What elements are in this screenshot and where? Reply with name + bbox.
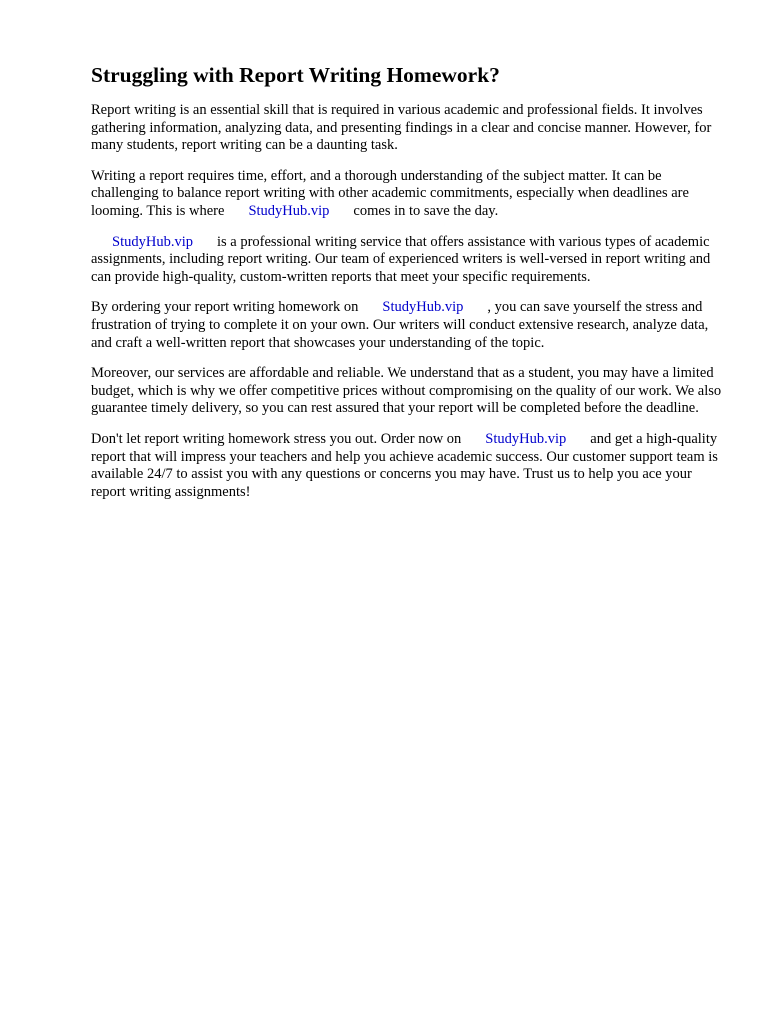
- paragraph-ordering: [91, 299, 723, 352]
- paragraph-intro: Report writing is an essential skill that is required in various academic and professional fields. It involves gathering information, analyzing data, and presenting findings in a clear and concise manner. However, for many students, report writing can be a daunting task.: [91, 102, 712, 154]
- paragraph-time: [91, 168, 723, 221]
- paragraph-ordering-tail: , you can save yourself the stress and frustration of trying to complete it on your own. Our writers will conduct extensive research, analyze data, and craft a well-written report that showcases your understanding of the topic.: [91, 299, 709, 351]
- paragraph-affordable: Moreover, our services are affordable and reliable. We understand that as a student, you may have a limited budget, which is why we offer competitive prices without compromising on the quality of our work. We also guarantee timely delivery, so you can rest assured that your report will be completed before the deadline.: [91, 365, 722, 417]
- paragraph-cta-tail: and get a high-quality report that will impress your teachers and help you achieve academic success. Our customer support team is available 24/7 to assist you with any questions or concerns you may have. Trust us to help you ace your report writing assignments!: [91, 430, 718, 500]
- studyhub-link[interactable]: StudyHub.vip: [112, 233, 193, 250]
- document-page: [91, 62, 723, 514]
- paragraph-cta: [91, 431, 723, 501]
- paragraph-time-tail: comes in to save the day.: [353, 202, 499, 219]
- paragraph-ordering-text: By ordering your report writing homework on: [91, 299, 359, 316]
- paragraph-service: [91, 234, 723, 287]
- paragraph-time-text: Writing a report requires time, effort, and a thorough understanding of the subject matter. It can be challenging to balance report writing with other academic commitments, especially when deadlines are looming. This is where: [91, 167, 689, 219]
- studyhub-link[interactable]: StudyHub.vip: [485, 430, 567, 447]
- studyhub-link[interactable]: StudyHub.vip: [382, 299, 464, 316]
- paragraph-cta-text: Don't let report writing homework stress you out. Order now on: [91, 430, 462, 447]
- studyhub-link[interactable]: StudyHub.vip: [248, 202, 330, 219]
- document-title: Struggling with Report Writing Homework?: [91, 63, 500, 87]
- paragraph-service-text: is a professional writing service that offers assistance with various types of academic assignments, including report writing. Our team of experienced writers is well-versed in report writing and can provide high-quality, custom-written reports that meet your specific requirements.: [91, 233, 711, 285]
